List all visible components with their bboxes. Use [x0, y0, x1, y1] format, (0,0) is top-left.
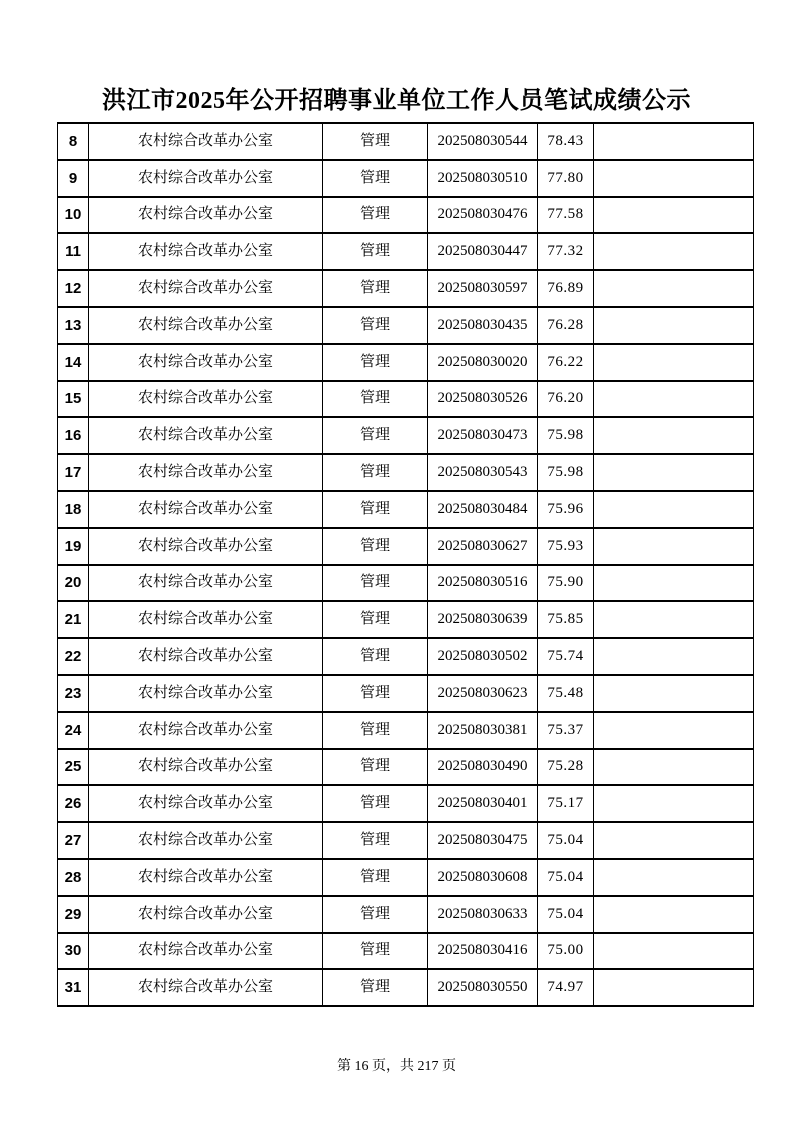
row-number-cell: 20: [58, 565, 89, 602]
page-footer: 第 16 页，共 217 页: [337, 1059, 456, 1074]
table-row: [58, 160, 754, 197]
category-cell: 管理: [323, 123, 428, 160]
category-cell: 管理: [323, 675, 428, 712]
remark-cell: [594, 638, 754, 675]
remark-cell: [594, 344, 754, 381]
remark-cell: [594, 749, 754, 786]
row-number-cell: 9: [58, 160, 89, 197]
category-cell: 管理: [323, 565, 428, 602]
score-cell: 75.00: [538, 933, 594, 970]
score-cell: 77.58: [538, 197, 594, 234]
table-row: [58, 638, 754, 675]
table-row: [58, 675, 754, 712]
exam-id-cell: 202508030484: [428, 491, 538, 528]
score-cell: 75.48: [538, 675, 594, 712]
row-number-cell: 19: [58, 528, 89, 565]
remark-cell: [594, 381, 754, 418]
remark-cell: [594, 565, 754, 602]
category-cell: 管理: [323, 601, 428, 638]
table-row: [58, 969, 754, 1006]
exam-id-cell: 202508030490: [428, 749, 538, 786]
remark-cell: [594, 307, 754, 344]
score-cell: 75.74: [538, 638, 594, 675]
table-row: [58, 233, 754, 270]
remark-cell: [594, 969, 754, 1006]
remark-cell: [594, 859, 754, 896]
remark-cell: [594, 822, 754, 859]
row-number-cell: 24: [58, 712, 89, 749]
unit-cell: 农村综合改革办公室: [89, 601, 323, 638]
unit-cell: 农村综合改革办公室: [89, 859, 323, 896]
category-cell: 管理: [323, 270, 428, 307]
category-cell: 管理: [323, 785, 428, 822]
exam-id-cell: 202508030633: [428, 896, 538, 933]
unit-cell: 农村综合改革办公室: [89, 785, 323, 822]
category-cell: 管理: [323, 712, 428, 749]
score-cell: 77.80: [538, 160, 594, 197]
exam-id-cell: 202508030516: [428, 565, 538, 602]
score-cell: 77.32: [538, 233, 594, 270]
table-row: [58, 749, 754, 786]
exam-id-cell: 202508030473: [428, 417, 538, 454]
row-number-cell: 16: [58, 417, 89, 454]
unit-cell: 农村综合改革办公室: [89, 491, 323, 528]
score-cell: 75.98: [538, 417, 594, 454]
table-row: [58, 712, 754, 749]
exam-id-cell: 202508030608: [428, 859, 538, 896]
remark-cell: [594, 675, 754, 712]
exam-id-cell: 202508030447: [428, 233, 538, 270]
exam-id-cell: 202508030502: [428, 638, 538, 675]
category-cell: 管理: [323, 233, 428, 270]
category-cell: 管理: [323, 749, 428, 786]
exam-id-cell: 202508030623: [428, 675, 538, 712]
table-row: [58, 785, 754, 822]
remark-cell: [594, 454, 754, 491]
category-cell: 管理: [323, 969, 428, 1006]
score-cell: 75.96: [538, 491, 594, 528]
remark-cell: [594, 417, 754, 454]
exam-id-cell: 202508030475: [428, 822, 538, 859]
category-cell: 管理: [323, 307, 428, 344]
unit-cell: 农村综合改革办公室: [89, 933, 323, 970]
row-number-cell: 26: [58, 785, 89, 822]
remark-cell: [594, 785, 754, 822]
table-row: [58, 307, 754, 344]
table-row: [58, 601, 754, 638]
row-number-cell: 30: [58, 933, 89, 970]
category-cell: 管理: [323, 528, 428, 565]
row-number-cell: 18: [58, 491, 89, 528]
score-cell: 75.28: [538, 749, 594, 786]
exam-id-cell: 202508030597: [428, 270, 538, 307]
unit-cell: 农村综合改革办公室: [89, 417, 323, 454]
category-cell: 管理: [323, 933, 428, 970]
table-row: [58, 565, 754, 602]
unit-cell: 农村综合改革办公室: [89, 638, 323, 675]
score-cell: 74.97: [538, 969, 594, 1006]
page-title: 洪江市2025年公开招聘事业单位工作人员笔试成绩公示: [102, 88, 691, 114]
exam-id-cell: 202508030435: [428, 307, 538, 344]
row-number-cell: 29: [58, 896, 89, 933]
unit-cell: 农村综合改革办公室: [89, 454, 323, 491]
category-cell: 管理: [323, 859, 428, 896]
row-number-cell: 31: [58, 969, 89, 1006]
unit-cell: 农村综合改革办公室: [89, 160, 323, 197]
score-cell: 75.37: [538, 712, 594, 749]
score-cell: 75.04: [538, 896, 594, 933]
unit-cell: 农村综合改革办公室: [89, 896, 323, 933]
row-number-cell: 28: [58, 859, 89, 896]
table-row: [58, 822, 754, 859]
unit-cell: 农村综合改革办公室: [89, 233, 323, 270]
table-row: [58, 896, 754, 933]
remark-cell: [594, 528, 754, 565]
exam-id-cell: 202508030381: [428, 712, 538, 749]
exam-id-cell: 202508030401: [428, 785, 538, 822]
unit-cell: 农村综合改革办公室: [89, 344, 323, 381]
table-row: [58, 417, 754, 454]
table-row: [58, 454, 754, 491]
exam-id-cell: 202508030550: [428, 969, 538, 1006]
row-number-cell: 22: [58, 638, 89, 675]
remark-cell: [594, 491, 754, 528]
table-row: [58, 859, 754, 896]
row-number-cell: 15: [58, 381, 89, 418]
category-cell: 管理: [323, 454, 428, 491]
score-cell: 75.93: [538, 528, 594, 565]
score-cell: 75.17: [538, 785, 594, 822]
row-number-cell: 13: [58, 307, 89, 344]
category-cell: 管理: [323, 638, 428, 675]
score-cell: 76.20: [538, 381, 594, 418]
unit-cell: 农村综合改革办公室: [89, 712, 323, 749]
category-cell: 管理: [323, 896, 428, 933]
score-cell: 76.22: [538, 344, 594, 381]
unit-cell: 农村综合改革办公室: [89, 675, 323, 712]
remark-cell: [594, 233, 754, 270]
exam-id-cell: 202508030543: [428, 454, 538, 491]
unit-cell: 农村综合改革办公室: [89, 307, 323, 344]
row-number-cell: 23: [58, 675, 89, 712]
table-row: [58, 491, 754, 528]
exam-id-cell: 202508030639: [428, 601, 538, 638]
row-number-cell: 8: [58, 123, 89, 160]
unit-cell: 农村综合改革办公室: [89, 969, 323, 1006]
exam-id-cell: 202508030020: [428, 344, 538, 381]
remark-cell: [594, 197, 754, 234]
row-number-cell: 14: [58, 344, 89, 381]
table-row: [58, 381, 754, 418]
exam-id-cell: 202508030526: [428, 381, 538, 418]
category-cell: 管理: [323, 197, 428, 234]
unit-cell: 农村综合改革办公室: [89, 565, 323, 602]
score-cell: 75.98: [538, 454, 594, 491]
unit-cell: 农村综合改革办公室: [89, 270, 323, 307]
table-row: [58, 528, 754, 565]
remark-cell: [594, 160, 754, 197]
row-number-cell: 25: [58, 749, 89, 786]
table-row: [58, 123, 754, 160]
remark-cell: [594, 933, 754, 970]
remark-cell: [594, 123, 754, 160]
score-cell: 76.89: [538, 270, 594, 307]
score-cell: 76.28: [538, 307, 594, 344]
table-row: [58, 344, 754, 381]
row-number-cell: 12: [58, 270, 89, 307]
category-cell: 管理: [323, 344, 428, 381]
exam-id-cell: 202508030627: [428, 528, 538, 565]
exam-id-cell: 202508030416: [428, 933, 538, 970]
scores-table-body: [58, 123, 754, 1006]
remark-cell: [594, 270, 754, 307]
unit-cell: 农村综合改革办公室: [89, 123, 323, 160]
category-cell: 管理: [323, 417, 428, 454]
score-cell: 78.43: [538, 123, 594, 160]
exam-id-cell: 202508030476: [428, 197, 538, 234]
exam-id-cell: 202508030510: [428, 160, 538, 197]
row-number-cell: 10: [58, 197, 89, 234]
category-cell: 管理: [323, 381, 428, 418]
score-cell: 75.04: [538, 859, 594, 896]
unit-cell: 农村综合改革办公室: [89, 528, 323, 565]
score-cell: 75.90: [538, 565, 594, 602]
score-cell: 75.85: [538, 601, 594, 638]
exam-id-cell: 202508030544: [428, 123, 538, 160]
unit-cell: 农村综合改革办公室: [89, 381, 323, 418]
category-cell: 管理: [323, 491, 428, 528]
category-cell: 管理: [323, 160, 428, 197]
category-cell: 管理: [323, 822, 428, 859]
remark-cell: [594, 601, 754, 638]
unit-cell: 农村综合改革办公室: [89, 822, 323, 859]
row-number-cell: 17: [58, 454, 89, 491]
scores-table: [57, 122, 754, 1007]
row-number-cell: 21: [58, 601, 89, 638]
row-number-cell: 11: [58, 233, 89, 270]
score-cell: 75.04: [538, 822, 594, 859]
table-row: [58, 197, 754, 234]
table-row: [58, 933, 754, 970]
unit-cell: 农村综合改革办公室: [89, 197, 323, 234]
unit-cell: 农村综合改革办公室: [89, 749, 323, 786]
remark-cell: [594, 896, 754, 933]
remark-cell: [594, 712, 754, 749]
row-number-cell: 27: [58, 822, 89, 859]
table-row: [58, 270, 754, 307]
